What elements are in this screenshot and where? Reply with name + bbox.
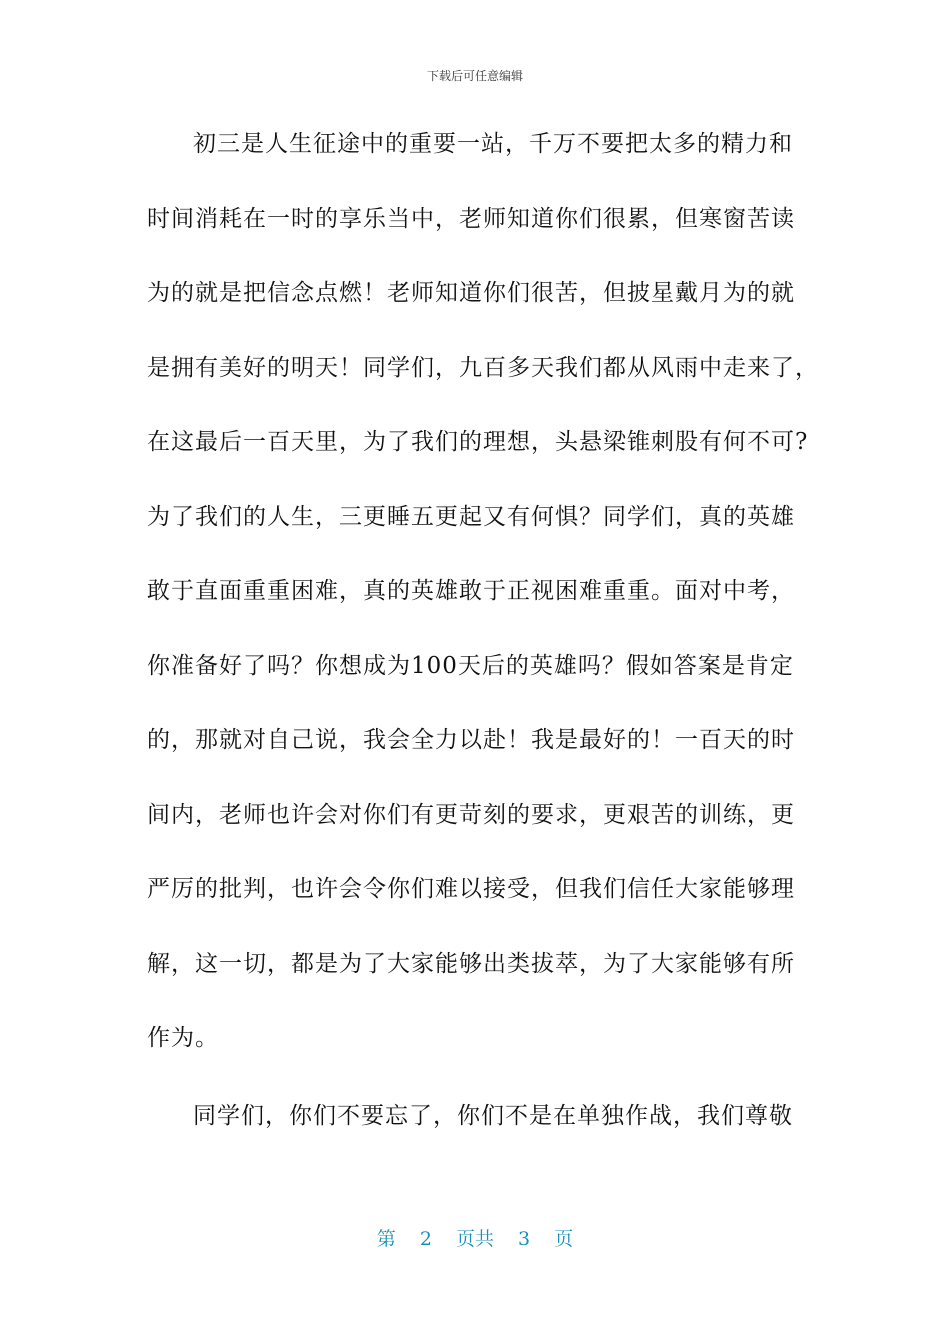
text-line: 初三是人生征途中的重要一站，千万不要把太多的精力和 [193, 131, 793, 157]
page-of-label: 页共 [455, 1228, 494, 1250]
paragraph-1 [147, 107, 819, 1076]
current-page-number: 2 [419, 1228, 432, 1250]
text-line: 解，这一切，都是为了大家能够出类拔萃，为了大家能够有所 [147, 950, 795, 977]
text-line: 你准备好了吗？你想成为100天后的英雄吗？假如答案是肯定 [147, 652, 794, 679]
paragraph-2 [147, 1079, 807, 1154]
page-word: 第 [376, 1228, 396, 1250]
header-note: 下载后可任意编辑 [426, 69, 523, 83]
text-line: 在这最后一百天里，为了我们的理想，头悬梁锥刺股有何不可? [147, 429, 809, 455]
text-line: 的，那就对自己说，我会全力以赴！我是最好的！一百天的时 [147, 727, 795, 753]
text-line: 时间消耗在一时的享乐当中，老师知道你们很累，但寒窗苦读 [147, 205, 795, 232]
page-suffix: 页 [554, 1228, 574, 1250]
text-line: 同学们，你们不要忘了，你们不是在单独作战，我们尊敬 [193, 1103, 793, 1129]
text-line: 敢于直面重重困难，真的英雄敢于正视困难重重。面对中考， [147, 578, 795, 604]
text-line: 是拥有美好的明天！同学们，九百多天我们都从风雨中走来了， [147, 354, 819, 381]
total-pages-number: 3 [518, 1228, 531, 1250]
text-line: 间内，老师也许会对你们有更苛刻的要求，更艰苦的训练，更 [147, 801, 795, 828]
text-line: 严厉的批判，也许会令你们难以接受，但我们信任大家能够理 [147, 876, 795, 902]
text-line: 作为。 [147, 1025, 219, 1051]
text-line: 为了我们的人生，三更睡五更起又有何惧？同学们，真的英雄 [147, 503, 795, 530]
text-line: 为的就是把信念点燃！老师知道你们很苦，但披星戴月为的就 [147, 280, 795, 306]
page-footer [0, 1224, 950, 1251]
